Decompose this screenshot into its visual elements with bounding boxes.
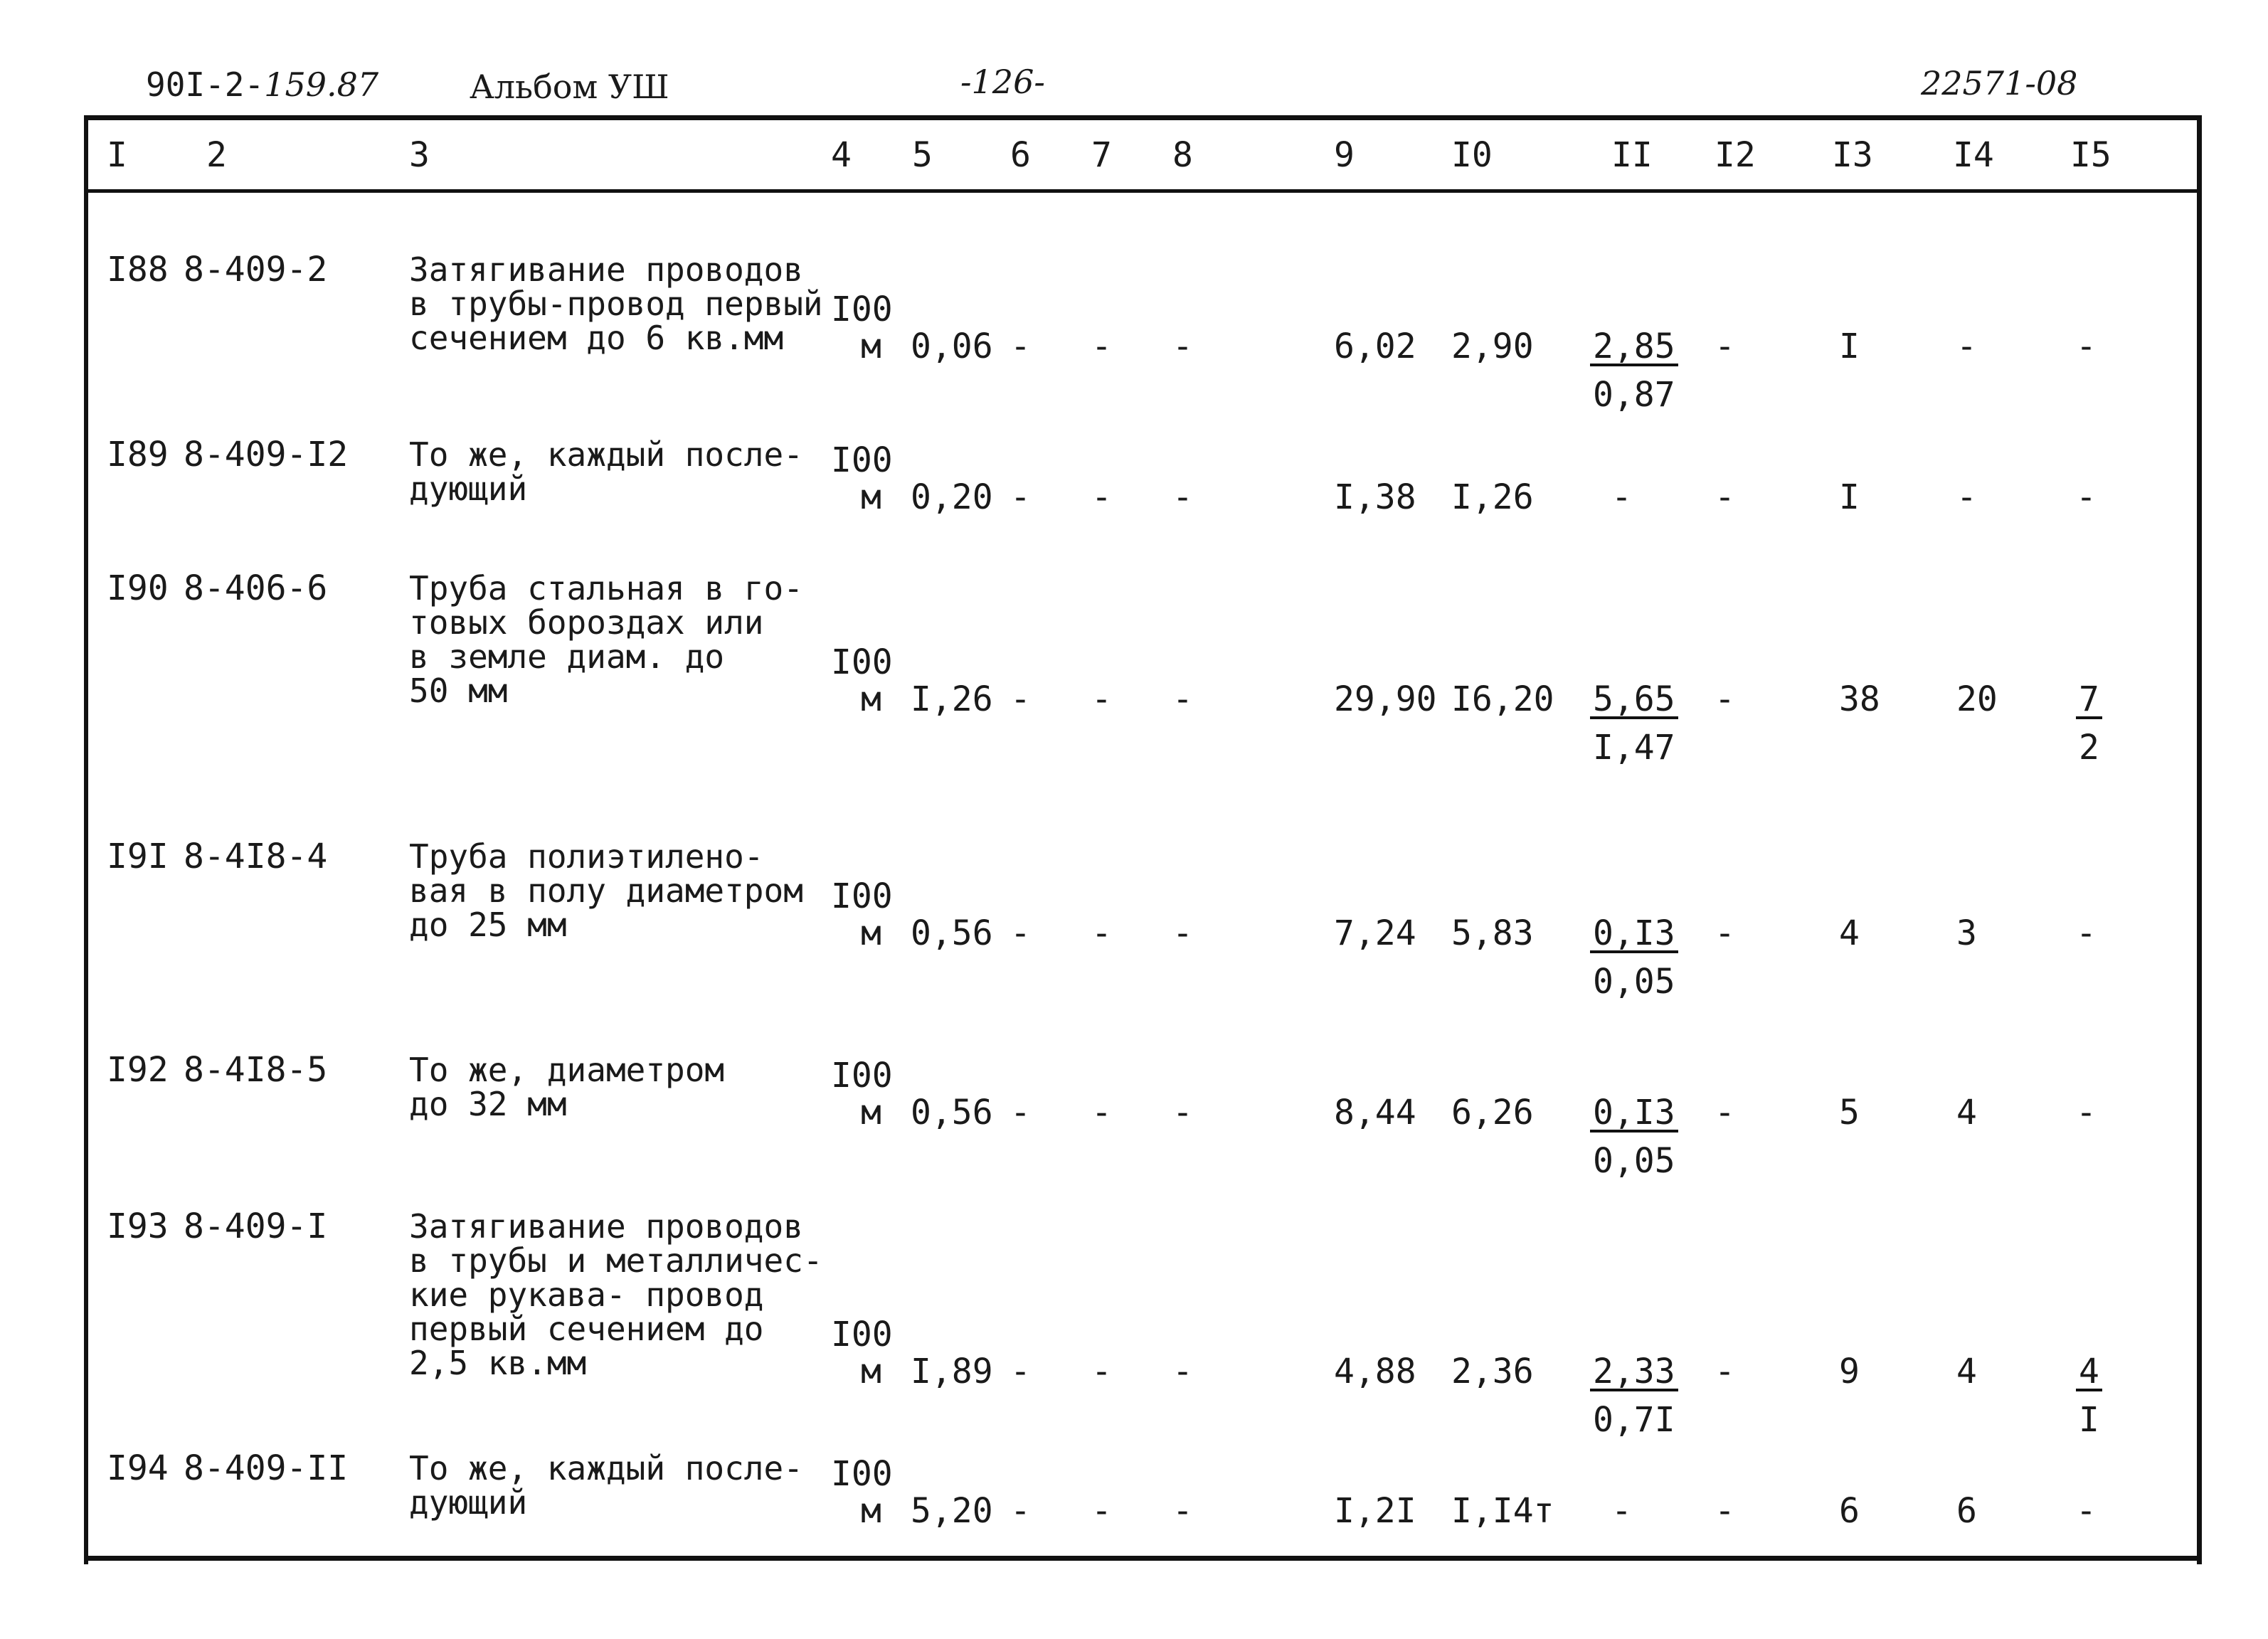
col9-value: I,38 — [1334, 477, 1416, 517]
description-line: 2,5 кв.мм — [409, 1344, 587, 1382]
col5-value: 5,20 — [911, 1491, 993, 1531]
col13-value: 5 — [1839, 1093, 1860, 1133]
col12-value: - — [1715, 679, 1735, 719]
col-header-7: 7 — [1091, 135, 1112, 175]
col15-top: 4 — [2076, 1354, 2102, 1391]
col6-value: - — [1010, 1093, 1031, 1133]
unit-measure: м — [861, 1352, 881, 1391]
col5-value: 0,06 — [911, 327, 993, 366]
col6-value: - — [1010, 327, 1031, 366]
col14-value: 4 — [1956, 1352, 1977, 1391]
description-line: сечением до 6 кв.мм — [409, 319, 784, 357]
album-label: Альбом УШ — [470, 68, 669, 106]
row-number: I88 — [107, 250, 169, 290]
description-line: То же, каждый после- — [409, 1449, 803, 1487]
unit-measure: м — [861, 477, 881, 517]
norm-code: 8-409-2 — [184, 250, 328, 290]
col12-value: - — [1715, 477, 1735, 517]
col-header-4: 4 — [831, 135, 852, 175]
col9-value: 7,24 — [1334, 913, 1416, 953]
col14-value: 3 — [1956, 913, 1977, 953]
col8-value: - — [1172, 913, 1193, 953]
unit-quantity: I00 — [831, 1056, 893, 1096]
header-divider — [84, 189, 2202, 193]
col-header-10: I0 — [1451, 135, 1493, 175]
doc-code-printed: 90I-2- — [146, 65, 265, 104]
col11-value: - — [1611, 477, 1632, 517]
col-header-8: 8 — [1172, 135, 1193, 175]
col10-value: 2,36 — [1451, 1352, 1534, 1391]
col6-value: - — [1010, 477, 1031, 517]
col15-fraction — [2076, 679, 2102, 768]
col14-value: 6 — [1956, 1491, 1977, 1531]
col11-value: - — [1611, 1491, 1632, 1531]
col5-value: 0,56 — [911, 913, 993, 953]
col12-value: - — [1715, 1093, 1735, 1133]
col-header-12: I2 — [1715, 135, 1756, 175]
col10-value: 6,26 — [1451, 1093, 1534, 1133]
col-header-14: I4 — [1953, 135, 1994, 175]
col9-value: 6,02 — [1334, 327, 1416, 366]
col15-value: - — [2076, 1491, 2097, 1531]
col8-value: - — [1172, 327, 1193, 366]
description-line: Затягивание проводов — [409, 1207, 803, 1246]
row-number: I89 — [107, 435, 169, 474]
col9-value: I,2I — [1334, 1491, 1416, 1531]
description-line: Труба полиэтилено- — [409, 837, 764, 876]
col11-fraction — [1590, 1352, 1678, 1440]
col5-value: I,89 — [911, 1352, 993, 1391]
col-header-2: 2 — [206, 135, 227, 175]
col15-value: - — [2076, 1093, 2097, 1133]
col14-value: 20 — [1956, 679, 1998, 719]
col11-bottom: 0,05 — [1593, 1141, 1675, 1181]
col9-value: 29,90 — [1334, 679, 1437, 719]
col7-value: - — [1091, 679, 1112, 719]
col15-top: 7 — [2076, 682, 2102, 719]
unit-quantity: I00 — [831, 440, 893, 480]
col13-value: 4 — [1839, 913, 1860, 953]
col6-value: - — [1010, 913, 1031, 953]
col13-value: 38 — [1839, 679, 1880, 719]
col11-top: 0,I3 — [1590, 916, 1678, 953]
col10-value: I,I4т — [1451, 1491, 1554, 1531]
col-header-9: 9 — [1334, 135, 1355, 175]
description-line: дующий — [409, 1483, 528, 1522]
col13-value: 9 — [1839, 1352, 1860, 1391]
unit-measure: м — [861, 679, 881, 719]
col10-value: 5,83 — [1451, 913, 1534, 953]
unit-quantity: I00 — [831, 290, 893, 329]
col12-value: - — [1715, 1491, 1735, 1531]
description-line: Труба стальная в го- — [409, 569, 803, 608]
col-header-3: 3 — [409, 135, 430, 175]
description-line: 50 мм — [409, 672, 508, 710]
col7-value: - — [1091, 477, 1112, 517]
col11-fraction — [1590, 1093, 1678, 1181]
col12-value: - — [1715, 913, 1735, 953]
row-number: I9I — [107, 837, 169, 876]
description-line: в трубы и металличес- — [409, 1241, 823, 1280]
description-line: в трубы-провод первый — [409, 285, 823, 323]
description-line: кие рукава- провод — [409, 1275, 764, 1314]
doc-code — [146, 65, 378, 104]
col11-top: 2,33 — [1590, 1354, 1678, 1391]
norm-code: 8-409-I — [184, 1206, 328, 1246]
col5-value: I,26 — [911, 679, 993, 719]
norm-code: 8-409-II — [184, 1448, 349, 1488]
description-line: товых бороздах или — [409, 603, 764, 642]
col7-value: - — [1091, 1491, 1112, 1531]
col10-value: 2,90 — [1451, 327, 1534, 366]
col10-value: I6,20 — [1451, 679, 1554, 719]
description-line: То же, диаметром — [409, 1051, 725, 1089]
col6-value: - — [1010, 1352, 1031, 1391]
col6-value: - — [1010, 1491, 1031, 1531]
description-line: вая в полу диаметром — [409, 871, 803, 910]
col7-value: - — [1091, 913, 1112, 953]
col8-value: - — [1172, 1093, 1193, 1133]
col15-value: - — [2076, 477, 2097, 517]
document-id: 22571-08 — [1921, 64, 2078, 102]
description-line: до 25 мм — [409, 906, 567, 944]
col-header-1: I — [107, 135, 127, 175]
col8-value: - — [1172, 1491, 1193, 1531]
col9-value: 4,88 — [1334, 1352, 1416, 1391]
col14-value: - — [1956, 327, 1977, 366]
unit-measure: м — [861, 1093, 881, 1133]
col13-value: I — [1839, 477, 1860, 517]
unit-measure: м — [861, 1491, 881, 1531]
description-line: дующий — [409, 470, 528, 508]
table-frame — [84, 115, 2202, 1564]
norm-code: 8-4I8-4 — [184, 837, 328, 876]
norm-code: 8-409-I2 — [184, 435, 349, 474]
row-number: I93 — [107, 1206, 169, 1246]
unit-quantity: I00 — [831, 642, 893, 682]
col11-bottom: I,47 — [1593, 728, 1675, 768]
col14-value: 4 — [1956, 1093, 1977, 1133]
col8-value: - — [1172, 679, 1193, 719]
description-line: первый сечением до — [409, 1310, 764, 1348]
col12-value: - — [1715, 1352, 1735, 1391]
col-header-5: 5 — [912, 135, 933, 175]
row-number: I92 — [107, 1050, 169, 1090]
col13-value: I — [1839, 327, 1860, 366]
col11-bottom: 0,7I — [1593, 1400, 1675, 1440]
row-number: I90 — [107, 568, 169, 608]
description-line: Затягивание проводов — [409, 250, 803, 289]
col11-top: 0,I3 — [1590, 1096, 1678, 1133]
col11-fraction — [1590, 913, 1678, 1002]
description-line: в земле диам. до — [409, 637, 725, 676]
description-line: То же, каждый после- — [409, 435, 803, 474]
col11-fraction — [1590, 679, 1678, 768]
col15-bottom: I — [2079, 1400, 2099, 1440]
col-header-11: II — [1611, 135, 1653, 175]
col11-top: 5,65 — [1590, 682, 1678, 719]
description-line: до 32 мм — [409, 1085, 567, 1123]
col-header-15: I5 — [2070, 135, 2111, 175]
page-number: -126- — [960, 63, 1045, 101]
col7-value: - — [1091, 327, 1112, 366]
col10-value: I,26 — [1451, 477, 1534, 517]
col5-value: 0,56 — [911, 1093, 993, 1133]
col11-bottom: 0,05 — [1593, 962, 1675, 1002]
col-header-6: 6 — [1010, 135, 1031, 175]
col15-bottom: 2 — [2079, 728, 2099, 768]
col13-value: 6 — [1839, 1491, 1860, 1531]
col15-value: - — [2076, 327, 2097, 366]
unit-measure: м — [861, 327, 881, 366]
row-number: I94 — [107, 1448, 169, 1488]
norm-code: 8-4I8-5 — [184, 1050, 328, 1090]
col7-value: - — [1091, 1093, 1112, 1133]
unit-quantity: I00 — [831, 1454, 893, 1494]
col6-value: - — [1010, 679, 1031, 719]
col9-value: 8,44 — [1334, 1093, 1416, 1133]
col15-fraction — [2076, 1352, 2102, 1440]
col11-fraction — [1590, 327, 1678, 415]
col14-value: - — [1956, 477, 1977, 517]
unit-measure: м — [861, 913, 881, 953]
unit-quantity: I00 — [831, 1315, 893, 1354]
col8-value: - — [1172, 477, 1193, 517]
col7-value: - — [1091, 1352, 1112, 1391]
unit-quantity: I00 — [831, 876, 893, 916]
col11-bottom: 0,87 — [1593, 375, 1675, 415]
norm-code: 8-406-6 — [184, 568, 328, 608]
col5-value: 0,20 — [911, 477, 993, 517]
col-header-13: I3 — [1832, 135, 1873, 175]
col8-value: - — [1172, 1352, 1193, 1391]
doc-code-handwritten: 159.87 — [264, 65, 379, 104]
col15-value: - — [2076, 913, 2097, 953]
col11-top: 2,85 — [1590, 329, 1678, 366]
table-bottom-border — [84, 1556, 2202, 1561]
col12-value: - — [1715, 327, 1735, 366]
